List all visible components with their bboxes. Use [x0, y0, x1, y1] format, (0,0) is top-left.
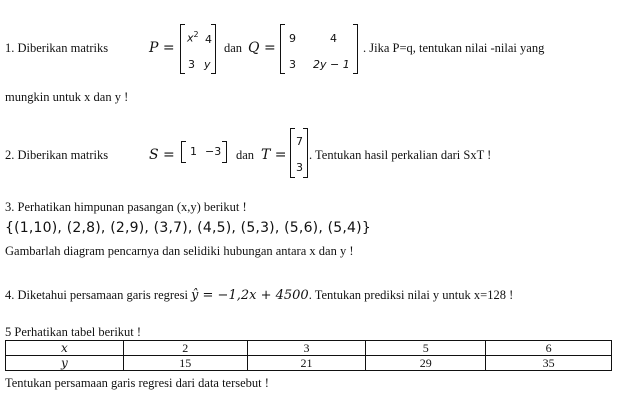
matrix-p-c: 3 [188, 58, 195, 71]
table-cell: 6 [486, 341, 612, 356]
matrix-q-b: 4 [330, 32, 337, 45]
data-table [5, 340, 612, 371]
q2-intro: 2. Diberikan matriks [5, 148, 109, 162]
q2-suffix: . Tentukan hasil perkalian dari SxT ! [309, 148, 492, 162]
table-cell: 3 [247, 341, 366, 356]
q5-instruction: Tentukan persamaan garis regresi dari data tersebut ! [5, 376, 269, 390]
q1-intro: 1. Diberikan matriks [5, 41, 109, 55]
matrix-p-d: y [204, 58, 211, 71]
matrix-t-1: 7 [296, 135, 303, 148]
q1-line1 [5, 41, 108, 55]
matrix-q-d: 2y − 1 [313, 58, 350, 71]
matrix-p-b: 4 [205, 33, 212, 46]
q3-set: {(1,10), (2,8), (2,9), (3,7), (4,5), (5,3), (5,6), (5,4)} [5, 220, 371, 236]
matrix-t-2: 3 [296, 161, 303, 174]
q4-line [5, 288, 513, 303]
q5-intro: 5 Perhatikan tabel berikut ! [5, 325, 142, 339]
matrix-s [181, 141, 227, 163]
q4-equation: ŷ = −1,2x + 4500 [191, 288, 309, 303]
table-cell: 35 [486, 356, 612, 371]
matrix-s-2: −3 [205, 145, 222, 158]
q1-suffix: . Jika P=q, tentukan nilai -nilai yang [363, 41, 545, 55]
q4-suffix: . Tentukan prediksi nilai y untuk x=128 ! [308, 288, 514, 302]
q3-instruction: Gambarlah diagram pencarnya dan selidiki hubungan antara x dan y ! [5, 244, 354, 258]
table-header-y: y [6, 356, 124, 371]
table-cell: 5 [366, 341, 486, 356]
matrix-p [180, 24, 216, 74]
matrix-p-a: $x^2$ [187, 30, 199, 45]
table-header-x: x [6, 341, 124, 356]
table-cell: 21 [247, 356, 366, 371]
matrix-p-label: P = [149, 40, 175, 56]
table-cell: 2 [123, 341, 247, 356]
q2-dan: dan [236, 148, 255, 162]
matrix-t [290, 128, 308, 178]
table-row [6, 356, 612, 371]
q3-intro: 3. Perhatikan himpunan pasangan (x,y) berikut ! [5, 200, 247, 214]
matrix-t-label: T = [261, 147, 287, 163]
matrix-q [280, 24, 358, 74]
matrix-q-a: 9 [289, 32, 296, 45]
matrix-s-1: 1 [190, 145, 197, 158]
matrix-s-label: S = [149, 147, 175, 163]
q1-dan: dan [224, 41, 243, 55]
table-row [6, 341, 612, 356]
q4-intro: 4. Diketahui persamaan garis regresi [5, 288, 188, 302]
table-cell: 29 [366, 356, 486, 371]
q1-line2: mungkin untuk x dan y ! [5, 90, 129, 104]
matrix-q-label: Q = [248, 40, 276, 56]
matrix-q-c: 3 [289, 58, 296, 71]
table-cell: 15 [123, 356, 247, 371]
